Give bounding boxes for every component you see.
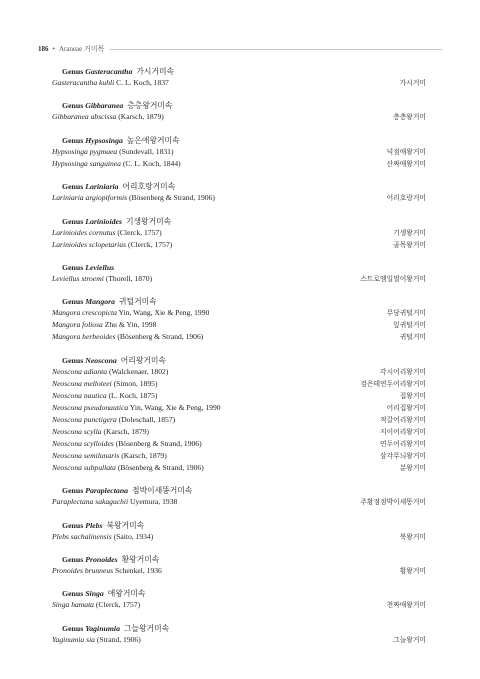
species-korean-name: 층층왕거미 xyxy=(393,114,426,122)
species-korean-name: 넉점애왕거미 xyxy=(386,148,426,156)
species-author: Uyemura, 1938 xyxy=(130,497,178,507)
genus-heading xyxy=(52,100,426,111)
species-row xyxy=(52,402,426,414)
species-author: Yin, Wang, Xie & Peng, 1990 xyxy=(129,402,221,412)
species-author: (Strand, 1906) xyxy=(96,634,141,644)
species-name: Gibbaranea abscissa xyxy=(52,112,117,122)
genus-group xyxy=(52,135,426,170)
species-author: (L. Koch, 1875) xyxy=(108,390,158,400)
species-korean-name: 잎귀털거미 xyxy=(393,322,426,330)
genus-korean-name: 점박이새똥거미속 xyxy=(132,486,193,496)
species-author: (Bösenberg & Strand, 1906) xyxy=(128,193,215,203)
species-row xyxy=(52,634,426,646)
genus-name: Paraplectana xyxy=(85,486,129,496)
genus-group xyxy=(52,181,426,204)
species-row xyxy=(52,565,426,577)
header-separator: • xyxy=(52,45,55,53)
species-citation xyxy=(52,634,141,645)
species-author: Zhu & Yin, 1998 xyxy=(104,320,157,330)
species-row xyxy=(52,158,426,170)
genus-heading xyxy=(52,355,426,366)
genus-korean-name: 황왕거미속 xyxy=(121,554,160,564)
species-name: Mangora crescopicta xyxy=(52,308,117,318)
species-korean-name: 삼각무늬왕거미 xyxy=(380,452,426,460)
genus-label: Genus xyxy=(62,216,84,226)
species-korean-name: 귀털거미 xyxy=(399,334,426,342)
species-row xyxy=(52,366,426,378)
genus-name: Larinioides xyxy=(85,216,123,226)
species-korean-name: 무당귀털거미 xyxy=(386,310,426,318)
genus-name: Gasteracantha xyxy=(85,67,133,76)
genus-label: Genus xyxy=(62,135,84,145)
genus-group xyxy=(52,554,426,577)
genus-korean-name: 어리호랑거미속 xyxy=(122,182,176,192)
species-citation xyxy=(52,378,157,389)
genus-name: Mangora xyxy=(85,297,116,307)
species-korean-name: 적갈어리왕거미 xyxy=(380,416,426,424)
genus-heading xyxy=(52,520,426,531)
species-author: (Sundevall, 1831) xyxy=(119,146,174,156)
section-title: Araneae 거미목 xyxy=(58,45,105,53)
genus-group xyxy=(52,66,426,89)
species-author: (Karsch, 1879) xyxy=(121,450,167,460)
species-author: (Saito, 1934) xyxy=(113,531,154,541)
species-list xyxy=(52,66,426,657)
species-name: Leviellus stroemi xyxy=(52,273,104,283)
species-citation xyxy=(52,496,177,507)
species-name: Pronoides brunneus xyxy=(52,565,114,575)
species-citation xyxy=(52,239,172,250)
genus-korean-name: 북왕거미속 xyxy=(106,520,145,530)
genus-group xyxy=(52,588,426,611)
genus-group xyxy=(52,355,426,474)
species-korean-name: 어리집왕거미 xyxy=(386,404,426,412)
species-citation xyxy=(52,450,167,461)
genus-label: Genus xyxy=(62,355,84,365)
species-row xyxy=(52,331,426,343)
species-name: Neoscona scylloides xyxy=(52,438,114,448)
species-author: (Bösenberg & Strand, 1906) xyxy=(117,462,204,472)
genus-label: Genus xyxy=(62,101,84,111)
genus-korean-name: 가시거미속 xyxy=(136,67,175,76)
species-name: Larinioides sclopetarius xyxy=(52,239,127,249)
species-korean-name: 골목왕거미 xyxy=(393,241,426,249)
species-citation xyxy=(52,307,209,318)
species-citation xyxy=(52,426,149,437)
species-author: (Doleschall, 1857) xyxy=(118,414,176,424)
species-row xyxy=(52,307,426,319)
species-row xyxy=(52,192,426,204)
species-citation xyxy=(52,111,164,122)
species-row xyxy=(52,378,426,390)
species-name: Neoscona nautica xyxy=(52,390,107,400)
genus-label: Genus xyxy=(62,520,84,530)
genus-heading xyxy=(52,66,426,77)
species-citation xyxy=(52,565,162,576)
species-citation xyxy=(52,531,153,542)
species-row xyxy=(52,414,426,426)
species-name: Mangora foliosa xyxy=(52,320,103,330)
species-author: Yin, Wang, Xie & Peng, 1990 xyxy=(118,308,210,318)
species-citation xyxy=(52,366,168,377)
species-row xyxy=(52,426,426,438)
species-korean-name: 집왕거미 xyxy=(399,392,426,400)
species-citation xyxy=(52,319,156,330)
species-author: (Thorell, 1870) xyxy=(105,273,153,283)
species-author: (Karsch, 1879) xyxy=(103,426,150,436)
genus-korean-name: 높은애왕거미속 xyxy=(126,135,180,145)
species-name: Yaginumia sia xyxy=(52,634,95,644)
genus-label: Genus xyxy=(62,297,84,307)
species-row xyxy=(52,599,426,611)
page-number: 186 xyxy=(38,45,49,53)
species-citation xyxy=(52,331,203,342)
species-citation xyxy=(52,158,181,169)
species-author: (Simon, 1895) xyxy=(113,378,158,388)
genus-group xyxy=(52,216,426,251)
species-korean-name: 산짜애왕거미 xyxy=(386,160,426,168)
genus-name: Plebs xyxy=(85,520,103,530)
genus-heading xyxy=(52,554,426,565)
species-author: (Clerck, 1757) xyxy=(117,227,162,237)
species-korean-name: 북왕거미 xyxy=(399,533,426,541)
genus-korean-name: 귀털거미속 xyxy=(119,297,157,307)
species-citation xyxy=(52,414,175,425)
species-citation xyxy=(52,192,215,203)
species-author: (Karsch, 1879) xyxy=(118,112,164,122)
genus-label: Genus xyxy=(62,182,84,192)
species-row xyxy=(52,273,426,285)
genus-label: Genus xyxy=(62,589,84,599)
species-row xyxy=(52,462,426,474)
species-name: Neoscona adianta xyxy=(52,366,108,376)
genus-name: Pronoides xyxy=(85,554,118,564)
species-korean-name: 어리호랑거미 xyxy=(386,195,426,203)
genus-label: Genus xyxy=(62,623,84,633)
species-author: (Clerck, 1757) xyxy=(127,239,173,249)
species-row xyxy=(52,111,426,123)
species-author: C. L. Koch, 1837 xyxy=(116,78,169,87)
species-korean-name: 분왕거미 xyxy=(399,464,426,472)
genus-heading xyxy=(52,216,426,227)
genus-heading xyxy=(52,588,426,599)
genus-group xyxy=(52,100,426,123)
species-name: Larinioides cornutus xyxy=(52,227,116,237)
genus-label: Genus xyxy=(62,262,84,272)
species-name: Neoscona scylla xyxy=(52,426,102,436)
species-row xyxy=(52,531,426,543)
species-korean-name: 지이어리왕거미 xyxy=(380,428,426,436)
genus-label: Genus xyxy=(62,486,84,496)
species-row xyxy=(52,239,426,251)
genus-heading xyxy=(52,485,426,496)
genus-korean-name: 어리왕거미속 xyxy=(120,355,166,365)
species-row xyxy=(52,227,426,239)
genus-name: Lariniaria xyxy=(85,182,119,192)
genus-name: Neoscona xyxy=(85,355,117,365)
species-korean-name: 검은테연두어리왕거미 xyxy=(360,380,426,388)
species-author: (Clerck, 1757) xyxy=(95,600,141,610)
species-name: Neoscona subpullata xyxy=(52,462,116,472)
genus-name: Yaginumia xyxy=(85,623,120,633)
species-row xyxy=(52,319,426,331)
species-name: Hypsosinga sanguinea xyxy=(52,158,121,168)
species-author: (C. L. Koch, 1844) xyxy=(122,158,181,168)
species-name: Hypsosinga pygmaea xyxy=(52,146,118,156)
genus-group xyxy=(52,296,426,343)
species-korean-name: 기생왕거미 xyxy=(393,229,426,237)
genus-korean-name: 기생왕거미속 xyxy=(125,216,172,226)
genus-heading xyxy=(52,181,426,192)
species-citation xyxy=(52,599,140,610)
species-korean-name: 스트로엠일벌이왕거미 xyxy=(360,275,426,283)
species-korean-name: 그늘왕거미 xyxy=(393,636,426,644)
species-korean-name: 황왕거미 xyxy=(399,567,426,575)
genus-group xyxy=(52,485,426,508)
species-author: (Bösenberg & Strand, 1906) xyxy=(115,438,202,448)
species-citation xyxy=(52,402,221,413)
genus-korean-name: 그늘왕거미속 xyxy=(123,623,170,633)
species-author: (Bösenberg & Strand, 1906) xyxy=(117,332,204,342)
genus-heading xyxy=(52,623,426,634)
genus-label: Genus xyxy=(62,554,84,564)
species-name: Neoscona pseudonautica xyxy=(52,402,129,412)
genus-group xyxy=(52,623,426,646)
species-citation xyxy=(52,146,174,157)
genus-korean-name: 층층왕거미속 xyxy=(127,101,173,111)
genus-name: Hypsosinga xyxy=(85,135,123,145)
species-name: Neoscona punctigera xyxy=(52,414,117,424)
species-korean-name: 가시거미 xyxy=(399,80,426,87)
species-author: (Walckenaer, 1802) xyxy=(108,366,169,376)
species-citation xyxy=(52,227,162,238)
genus-heading xyxy=(52,135,426,146)
species-name: Singa hamata xyxy=(52,600,94,610)
species-name: Plebs sachalinensis xyxy=(52,531,112,541)
header-rule xyxy=(110,49,442,50)
species-citation xyxy=(52,390,157,401)
species-row xyxy=(52,438,426,450)
species-name: Lariniaria argiopiformis xyxy=(52,193,128,203)
genus-heading xyxy=(52,296,426,307)
page-header xyxy=(38,43,442,55)
genus-group xyxy=(52,262,426,285)
species-citation xyxy=(52,77,169,88)
species-name: Neoscona semilunaris xyxy=(52,450,120,460)
species-row xyxy=(52,496,426,508)
species-name: Paraplectana sakaguchii xyxy=(52,497,129,507)
genus-name: Singa xyxy=(85,589,104,599)
species-name: Neoscona melloteei xyxy=(52,378,112,388)
species-citation xyxy=(52,438,202,449)
genus-heading xyxy=(52,262,426,273)
species-row xyxy=(52,77,426,89)
genus-label: Genus xyxy=(62,67,84,76)
species-row xyxy=(52,390,426,402)
species-citation xyxy=(52,462,204,473)
species-korean-name: 천짜애왕거미 xyxy=(386,602,426,610)
species-name: Mangora herbeoides xyxy=(52,332,116,342)
species-row xyxy=(52,450,426,462)
species-name: Gasteracantha kuhli xyxy=(52,78,115,87)
genus-name: Leviellus xyxy=(85,262,115,272)
species-korean-name: 각시어리왕거미 xyxy=(380,368,426,376)
species-row xyxy=(52,146,426,158)
species-author: Schenkel, 1936 xyxy=(115,565,162,575)
species-korean-name: 주황점점박이새똥거미 xyxy=(360,499,426,507)
species-korean-name: 연두어리왕거미 xyxy=(380,440,426,448)
genus-korean-name: 애왕거미속 xyxy=(107,589,146,599)
species-citation xyxy=(52,273,152,284)
genus-name: Gibbaranea xyxy=(85,101,124,111)
genus-group xyxy=(52,520,426,543)
